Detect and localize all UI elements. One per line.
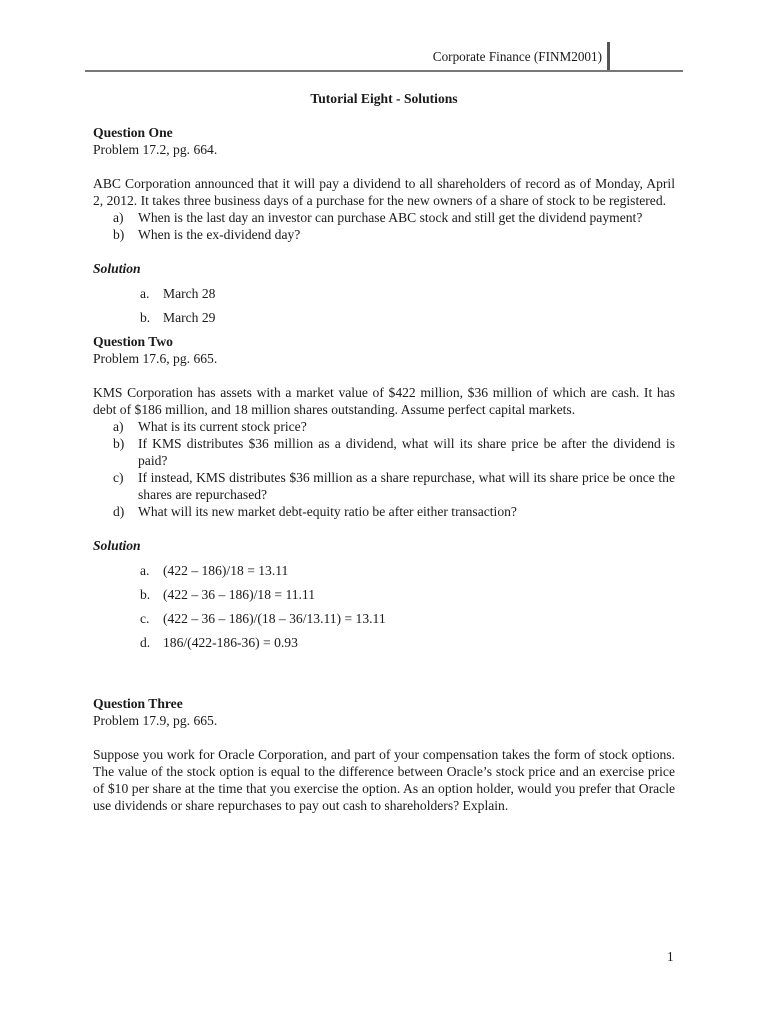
solution-list [93, 285, 675, 326]
header-vertical-bar [607, 42, 610, 72]
question-part: a) What is its current stock price? [113, 419, 307, 434]
document-title: Tutorial Eight - Solutions [310, 91, 458, 106]
question-heading: Question Three [93, 696, 183, 711]
question-text: KMS Corporation has assets with a market value of $422 million, $36 million of which are cash. It has debt of $186 million, and 18 million shares outstanding. Assume perfect capital markets. [93, 385, 675, 417]
page-number: 1 [667, 949, 674, 964]
header-rule [85, 70, 683, 72]
document-body [93, 90, 675, 814]
solution-item: b. (422 – 36 – 186)/18 = 11.11 [140, 587, 316, 602]
question-text: Suppose you work for Oracle Corporation, and part of your compensation takes the form of stock options. The value of the stock option is equal to the difference between Oracle’s stock price and an exercise price of $10 per share at the time that you exercise the option. As an option holder, would you prefer that Oracle use dividends or share repurchases to pay out cash to shareholders? Explain. [93, 747, 675, 813]
problem-reference: Problem 17.9, pg. 665. [93, 713, 218, 728]
question-one [93, 124, 675, 326]
question-part: c) If instead, KMS distributes $36 million as a share repurchase, what will its share price be once the shares are repurchased? [113, 470, 675, 502]
question-parts [93, 209, 675, 243]
question-parts [93, 418, 675, 520]
question-part: b) If KMS distributes $36 million as a dividend, what will its share price be after the dividend is paid? [113, 436, 675, 468]
solution-heading: Solution [93, 261, 141, 276]
solution-item: b. March 29 [140, 310, 216, 325]
question-text: ABC Corporation announced that it will pay a dividend to all shareholders of record as of Monday, April 2, 2012. It takes three business days of a purchase for the new owners of a share of stock to be registered. [93, 176, 675, 208]
course-title: Corporate Finance (FINM2001) [432, 49, 602, 64]
solution-item: d. 186/(422-186-36) = 0.93 [140, 635, 298, 650]
solution-item: a. March 28 [140, 286, 216, 301]
question-part: b) When is the ex-dividend day? [113, 227, 301, 242]
question-two [93, 333, 675, 651]
question-heading: Question Two [93, 334, 173, 349]
problem-reference: Problem 17.2, pg. 664. [93, 142, 218, 157]
solution-heading: Solution [93, 538, 141, 553]
question-part: a) When is the last day an investor can purchase ABC stock and still get the dividend payment? [113, 210, 643, 225]
question-three [93, 695, 675, 814]
solution-item: c. (422 – 36 – 186)/(18 – 36/13.11) = 13.11 [140, 611, 386, 626]
question-heading: Question One [93, 125, 173, 140]
solution-item: a. (422 – 186)/18 = 13.11 [140, 563, 289, 578]
problem-reference: Problem 17.6, pg. 665. [93, 351, 218, 366]
question-part: d) What will its new market debt-equity ratio be after either transaction? [113, 504, 517, 519]
solution-list [93, 562, 675, 651]
